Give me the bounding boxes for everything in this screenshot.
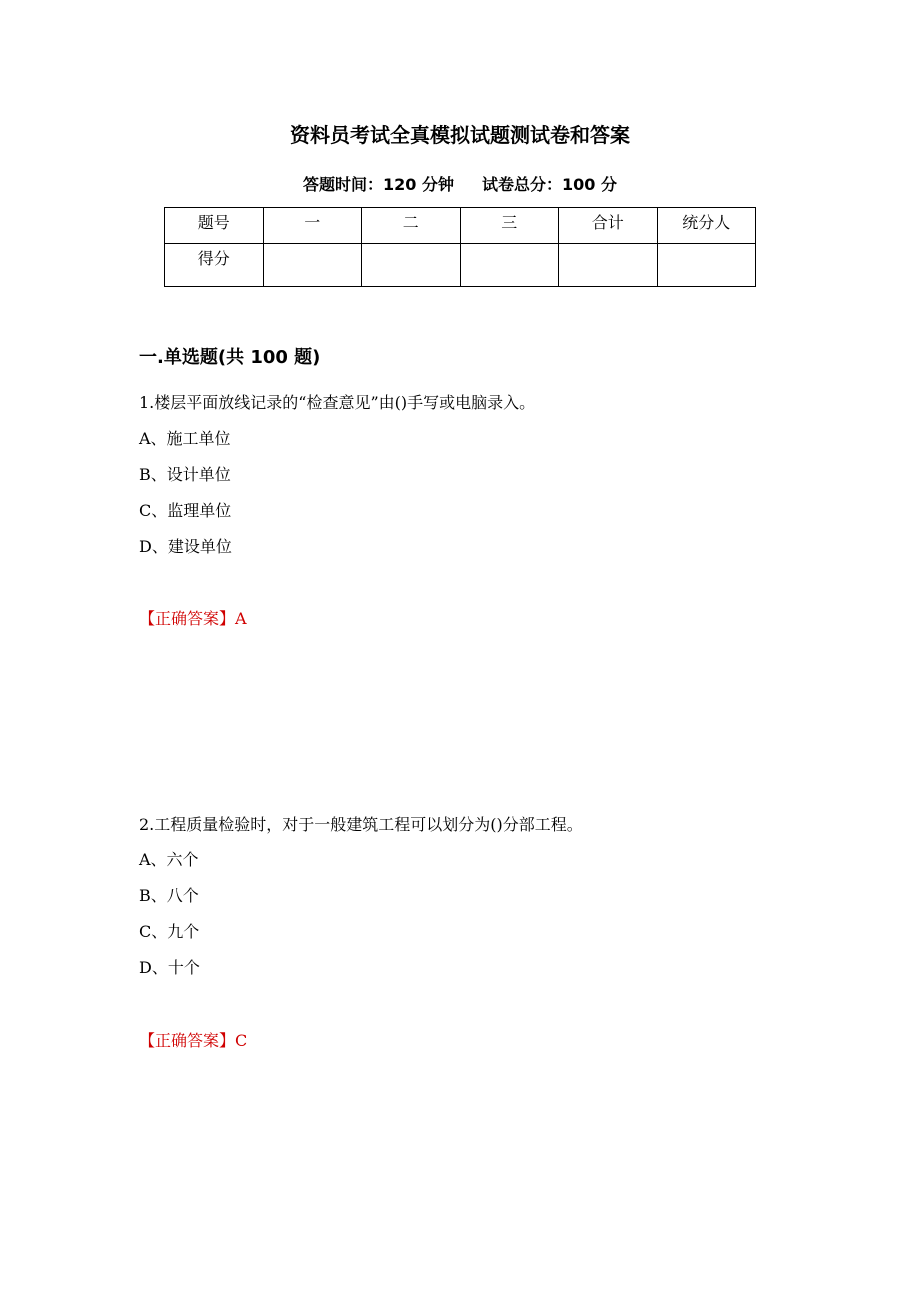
answer-option: B、设计单位	[139, 465, 231, 484]
score-table-header-row	[165, 208, 756, 244]
section-title: 一.单选题(共 100 题)	[139, 347, 321, 368]
document-title: 资料员考试全真模拟试题测试卷和答案	[290, 123, 630, 147]
total-score: 试卷总分：100 分	[482, 175, 617, 194]
score-table-header-cell: 统分人	[657, 208, 756, 244]
answer-option: C、监理单位	[139, 501, 232, 520]
score-table-score-row	[165, 244, 756, 287]
answer-option: A、施工单位	[139, 429, 231, 448]
question-text: 1.楼层平面放线记录的“检查意见”由()手写或电脑录入。	[139, 393, 536, 412]
answer-option: B、八个	[139, 886, 199, 905]
score-cell	[263, 244, 362, 287]
correct-answer: 【正确答案】C	[139, 1031, 248, 1050]
score-table	[164, 207, 756, 287]
score-cell	[657, 244, 756, 287]
question-text: 2.工程质量检验时，对于一般建筑工程可以划分为()分部工程。	[139, 815, 583, 834]
correct-answer: 【正确答案】A	[139, 609, 247, 628]
score-row-label: 得分	[165, 244, 264, 287]
answer-option: A、六个	[139, 850, 199, 869]
score-table-header-cell: 合计	[559, 208, 658, 244]
score-cell	[559, 244, 658, 287]
answer-option: D、十个	[139, 958, 200, 977]
score-table-header-cell: 三	[460, 208, 559, 244]
answer-option: D、建设单位	[139, 537, 232, 556]
score-cell	[362, 244, 461, 287]
score-table-header-cell: 一	[263, 208, 362, 244]
exam-meta	[0, 172, 920, 198]
score-table-header-cell: 二	[362, 208, 461, 244]
exam-time: 答题时间：120 分钟	[303, 175, 454, 194]
score-cell	[460, 244, 559, 287]
answer-option: C、九个	[139, 922, 200, 941]
score-table-header-cell: 题号	[165, 208, 264, 244]
